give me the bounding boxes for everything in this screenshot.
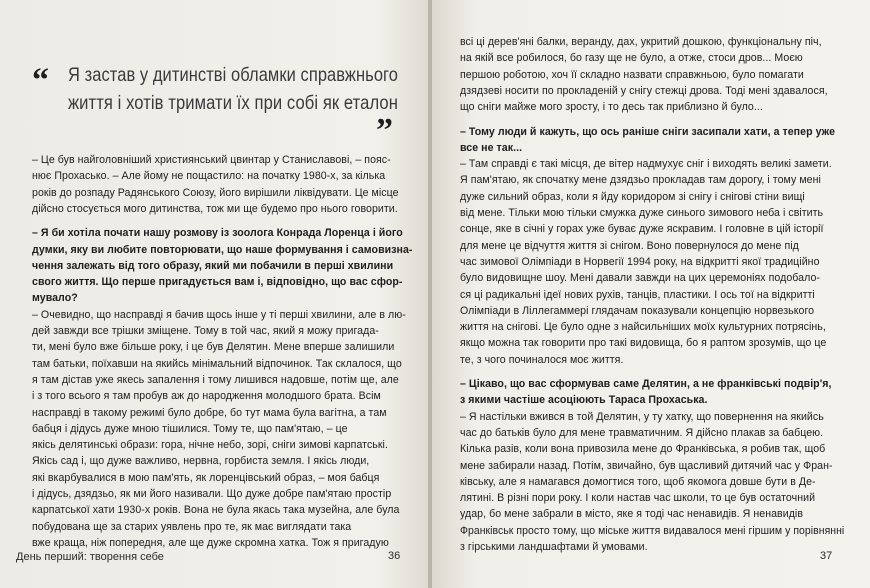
text-line: було видовищне шоу. Мені давали завжди на цих церемоніях подобало- [460, 272, 820, 285]
question-line: свого життя. Що перше пригадується вам і, відповідно, що вас сфор- [32, 276, 403, 289]
text-line: життя на снігові. Це було одне з найсильніших моїх культурних потрясінь, [460, 321, 826, 334]
text-line: років до розпаду Радянського Союзу, його вирішили ліквідувати. Це місце [32, 186, 399, 199]
right-page [432, 0, 870, 588]
text-line: від мене. Тільки мою тільки смужка дуже синього зимового неба і світить [460, 207, 824, 219]
text-line: побудована ще за старих уявлень про те, як має виглядати така [32, 520, 352, 533]
close-quote-icon: ” [376, 112, 393, 149]
text-line: дуже сильний образ, коли я йду коридором зі снігу і снігові стіни вищі [460, 190, 805, 203]
text-line: удар, бо мене забрали в місто, яке я тоді час ненавидів. Я ненавидів [460, 508, 804, 521]
text-line: ся ці радикальні ідеї нових рухів, танців, пластики. І ось тої на відкритті [460, 288, 815, 301]
text-line: і дідусь, дзядзьо, як ми його називали. Що дуже добре пам'ятаю простір [32, 488, 392, 500]
text-line: вже краща, ніж попередня, але ще дуже скромна хатка. Тож я пригадую [32, 536, 389, 549]
question-line: – Тому люди й кажуть, що ось раніше сніги засипали хати, а тепер уже [460, 125, 836, 138]
question-line: думки, яку ви любите повторювати, що наше формування і самовизна- [32, 243, 413, 256]
page-number: 37 [820, 550, 833, 562]
text-line: Франківськ просто тому, що міське життя видавалося мені гіршим у порівнянні [460, 524, 845, 537]
text-line: Олімпіади в Ліллегаммері глядачам показували концепцію норвезького [460, 304, 815, 317]
text-line: – Я настільки вжився в той Делятин, у ту хатку, що повернення на якийсь [460, 410, 824, 423]
text-line: що сніги майже мого зросту, і то десь так приблизно й було... [460, 101, 763, 114]
text-line: бабця і дідусь дуже мною тішилися. Тому те, що пам'ятаю, – це [32, 422, 348, 435]
text-line: дзядзеві носити по прокладеній у снігу стежці дрова. Тоді мені здавалося, [460, 84, 828, 97]
question-line: чення залежать від того образу, який ми побачили в перші хвилини [32, 259, 394, 272]
text-line: Я пам'ятаю, як спочатку мене дзядзьо прокладав там дорогу, і тому мені [460, 174, 821, 187]
left-page [0, 0, 430, 588]
text-line: які вкарбувалися в мою пам'ять, як лоренцівський образ, – моя бабця [32, 471, 380, 484]
question-line: – Цікаво, що вас сформував саме Делятин, а не франківські подвір'я, [460, 378, 832, 390]
text-line: якісь делятинські образи: гора, нічне небо, зорі, сніги зимові карпатські. [32, 439, 388, 452]
text-line: лятині. В різні пори року. І коли настав час школи, то це був остаточний [460, 492, 816, 505]
text-line: на якій все робилося, бо газу ще не було, а отже, стоси дров... Моєю [460, 52, 803, 65]
question-line: з якими частіше асоціюють Тараса Прохаська. [460, 394, 708, 407]
text-line: насправді в такому режимі було добре, бо тут мама була вагітна, а там [32, 406, 387, 419]
pull-quote-line: життя і хотів тримати їх при собі як еталон [68, 93, 398, 114]
text-line: Кілька разів, коли вона привозила мене до Франківська, я робив так, щоб [460, 443, 826, 456]
text-line: для мене це відчуття життя зі снігом. Воно повернулося до мене під [460, 239, 799, 252]
text-line: Якісь сад і, що дуже важливо, нервна, горбиста земля. І якісь люди, [32, 455, 370, 468]
text-line: дей завжди все трішки зміщене. Тому в той час, який я можу пригада- [32, 325, 379, 337]
text-line: час зимової Олімпіади в Норвегії 1994 року, на відкритті якої традиційно [460, 255, 820, 268]
question-line: все не так... [460, 141, 523, 154]
text-line: ківську, але я намагався домогтися того, щоб якомога довше бути в Де- [460, 475, 816, 488]
text-line: першою роботою, хоч її складно назвати справжньою, було помагати [460, 68, 804, 81]
text-line: з гірськими ландшафтами й умовами. [460, 541, 648, 553]
open-quote-icon: “ [32, 62, 49, 99]
pull-quote-line: Я застав у дитинстві обламки справжнього [68, 65, 399, 86]
text-line: там батьки, поїхавши на якийсь мінімальний відпочинок. Так склалося, що [32, 357, 402, 370]
text-line: якщо можна так говорити про такі видовища, бо я раптом зрозумів, що це [460, 337, 827, 350]
text-line: – Очевидно, що насправді я бачив щось інше у ті перші хвилини, але в лю- [32, 308, 406, 321]
text-line: час до батьків було для мене травматичним. Я дійсно плакав за бабцею. [460, 426, 824, 439]
question-line: мувало? [32, 292, 78, 305]
text-line: карпатської хати 1930-х років. Вона не була якась така музейна, але була [32, 504, 400, 517]
text-line: – Там справді є такі місця, де вітер надмухує сніг і виходять великі замети. [460, 158, 832, 171]
question-line: – Я би хотіла почати нашу розмову із зоолога Конрада Лоренца і його [32, 227, 403, 240]
text-line: нює Прохасько. – Але йому не пощастило: на початку 1980-х, за кілька [32, 170, 386, 183]
page-number: 36 [388, 550, 401, 562]
text-line: сонце, яке в січні у горах уже буває дуже яскравим. І головне в цій історії [460, 223, 824, 236]
text-line: всі ці дерев'яні балки, веранду, дах, укритий дошкою, функціональну піч, [460, 36, 822, 48]
text-line: і з того всього я там пробув аж до народження молодшого брата. Всім [32, 390, 381, 403]
text-line: – Це був найголовніший християнський цвинтар у Станиславові, – пояс- [32, 154, 391, 166]
text-line: мене забирали назад. Потім, звичайно, був щасливий дитячий час у Фран- [460, 459, 833, 472]
text-line: я там дістав уже якесь запалення і тому лишився надовше, потім ще, але [32, 373, 399, 386]
text-line: дійсно стосується мого дитинства, тож ми ще будемо про нього говорити. [32, 202, 398, 215]
text-line: ти, мені було вже більше року, і це був Делятин. Мене вперше залишили [32, 341, 395, 354]
text-line: те, з чого починалося моє життя. [460, 353, 624, 366]
running-head: День перший: творення себе [16, 551, 164, 563]
